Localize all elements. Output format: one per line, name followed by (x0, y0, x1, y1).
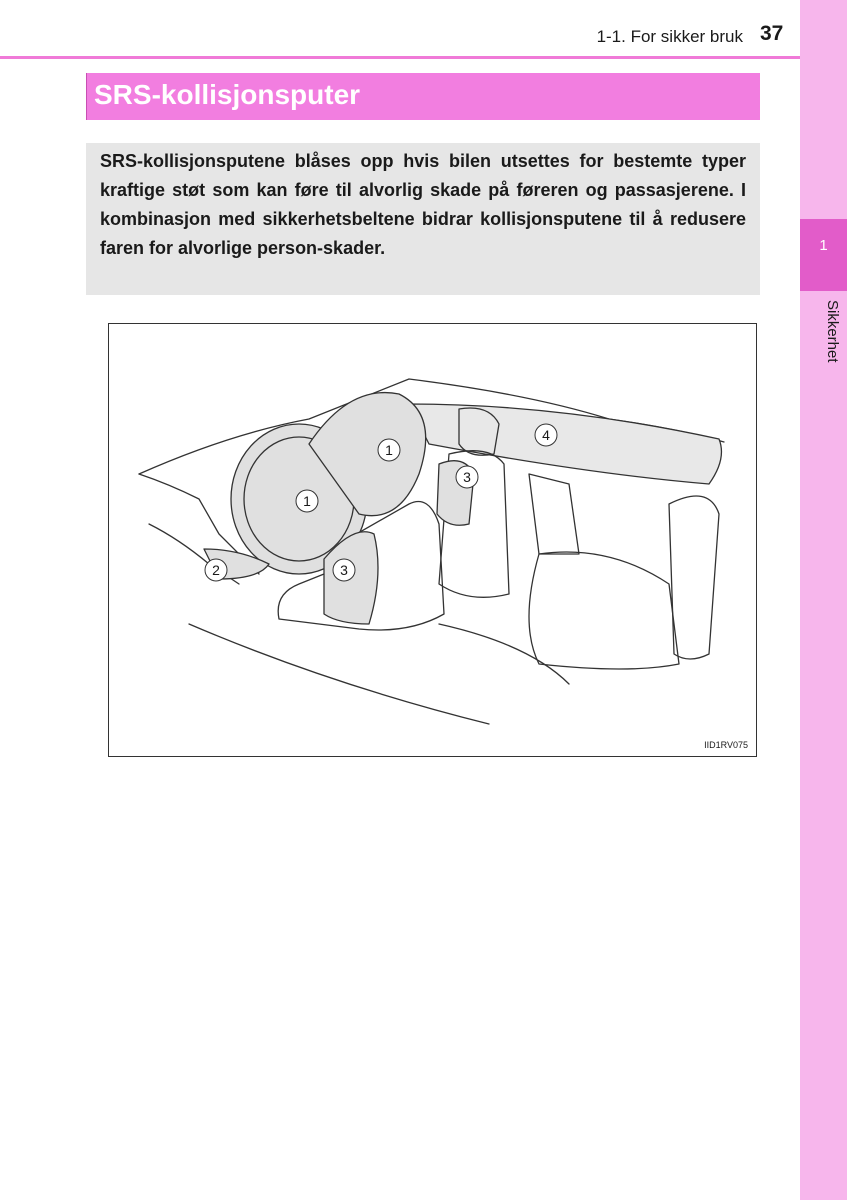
callout-1-driver: 1 (303, 493, 311, 509)
car-interior-drawing (109, 324, 756, 756)
chapter-title: Sikkerhet (824, 300, 841, 363)
callout-3-driver-side: 3 (340, 562, 348, 578)
side-tab (800, 0, 847, 1200)
page-title: SRS-kollisjonsputer (94, 79, 361, 110)
chapter-number: 1 (819, 237, 828, 254)
airbag-illustration (108, 323, 757, 757)
intro-paragraph: SRS-kollisjonsputene blåses opp hvis bilen utsettes for bestemte typer kraftige støt som kan føre til alvorlig skade på føreren og passasjerene. I kombinasjon med sikkerhetsbeltene bidrar kollisjonsputene til å redusere faren for alvorlige person-skader. (100, 151, 746, 258)
callout-2-knee: 2 (212, 562, 220, 578)
section-label: 1-1. For sikker bruk (596, 27, 743, 46)
intro-box (86, 143, 760, 295)
page-number: 37 (760, 22, 784, 45)
callout-1-passenger: 1 (385, 442, 393, 458)
header-rule (0, 56, 800, 59)
chapter-tab-marker[interactable] (800, 219, 847, 291)
section-title-bar (86, 73, 760, 120)
figure-code: IID1RV075 (704, 740, 748, 750)
callout-4-curtain: 4 (542, 427, 550, 443)
callout-3-passenger-side: 3 (463, 469, 471, 485)
